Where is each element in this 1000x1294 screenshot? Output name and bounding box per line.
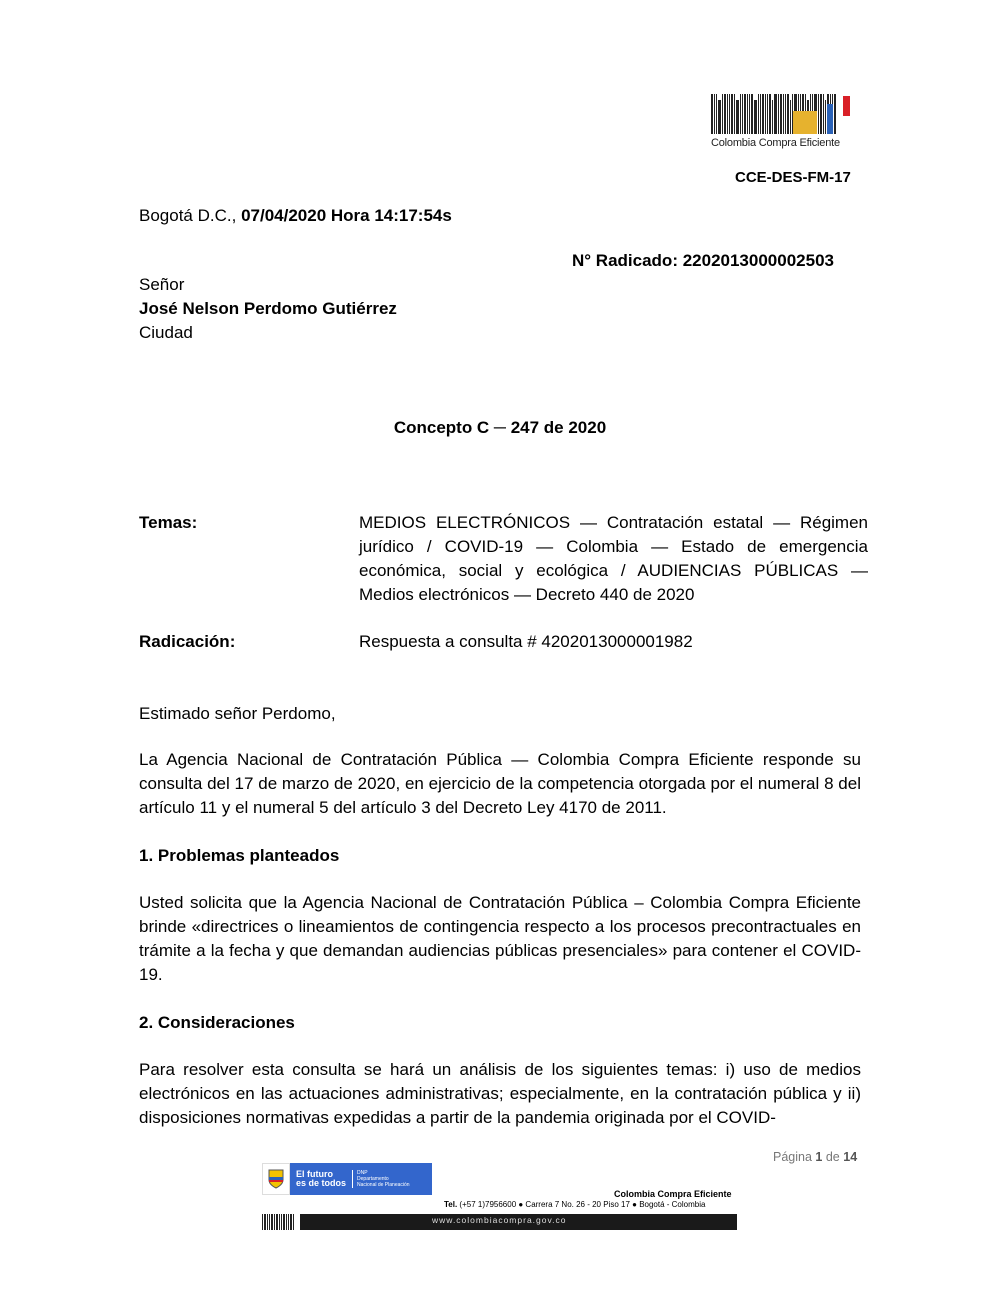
logo-bar [762,94,764,134]
greeting: Estimado señor Perdomo, [139,704,336,723]
radicado-number: N° Radicado: 2202013000002503 [572,251,834,270]
footer-bar [264,1214,266,1230]
footer-bar [288,1214,289,1230]
coat-of-arms-icon [262,1163,290,1195]
logo-bar [727,94,728,134]
footer-address [444,1200,705,1209]
logo-bar [787,94,789,134]
logo-bar [823,94,824,134]
footer-bar [267,1214,268,1230]
footer-url[interactable]: www.colombiacompra.gov.co [432,1215,567,1225]
page-of: de [825,1150,840,1164]
dnp-label [352,1170,410,1188]
section2-heading: 2. Consideraciones [139,1013,295,1032]
logo-bar [744,94,746,134]
recipient-city: Ciudad [139,323,193,342]
footer-bar [281,1214,282,1230]
logo-bar [825,100,826,134]
date-time: 07/04/2020 Hora 14:17:54s [241,206,452,225]
page-prefix: Página [773,1150,812,1164]
logo-bar [734,94,735,134]
logo-bar [820,94,822,134]
logo-bar [767,94,768,134]
page-current: 1 [815,1150,823,1164]
gov-slogan-panel [290,1163,432,1195]
logo-red-block [843,96,850,116]
logo-bar [747,94,748,134]
footer-bar [274,1214,275,1230]
section1-paragraph: Usted solicita que la Agencia Nacional de Contratación Pública – Colombia Compra Eficiente brinde «directrices o lineamientos de contingencia respecto a los procesos precontractuales en trámite a la fecha y que demandan audiencias públicas presenciales» para contener el COVID-19. [139,893,861,984]
logo-bar [742,94,743,134]
dnp-line2: Departamento [357,1176,389,1182]
concept-title: Concepto C ─ 247 de 2020 [393,418,607,437]
logo-bar [722,94,723,134]
logo-bar [718,100,721,134]
logo-blue-block [827,104,833,134]
logo-bar [760,94,761,134]
recipient-name: José Nelson Perdomo Gutiérrez [139,299,397,318]
logo-bar [778,94,779,134]
logo-bar [769,94,771,134]
gov-slogan-line2: es de todos [296,1178,347,1188]
logo-bar [751,94,753,134]
government-logo [262,1163,432,1195]
footer-bar [269,1214,270,1230]
page-total: 14 [843,1150,858,1164]
section2-paragraph: Para resolver esta consulta se hará un análisis de los siguientes temas: i) uso de medios electrónicos en las actuaciones administrativas; especialmente, en la contratación pública y ii) disposiciones normativas expedidas a partir de la pandemia originada por el COVID- [139,1060,861,1127]
logo-bar [716,94,717,134]
dnp-line3: Nacional de Planeación [357,1182,410,1188]
logo-yellow-block [793,111,817,134]
radicacion-value: Respuesta a consulta # 4202013000001982 [359,632,693,651]
footer-bar [283,1214,285,1230]
footer-address-text: (+57 1)7956600 ● Carrera 7 No. 26 - 20 Piso 17 ● Bogotá - Colombia [459,1200,706,1209]
temas-label: Temas: [139,513,198,532]
intro-paragraph: La Agencia Nacional de Contratación Pública — Colombia Compra Eficiente responde su consulta del 17 de marzo de 2020, en ejercicio de la competencia otorgada por el numeral 8 del artículo 11 y el numeral 5 del artículo 3 del Decreto Ley 4170 de 2011. [139,750,861,817]
salutation-title: Señor [139,275,185,294]
date-line [139,204,452,228]
logo-bar [780,94,782,134]
logo-bar [711,94,713,134]
footer-bar [271,1214,273,1230]
footer-bar [286,1214,287,1230]
footer-org-name: Colombia Compra Eficiente [614,1189,732,1199]
logo-bar [749,94,750,134]
date-place: Bogotá D.C., [139,206,237,225]
logo-bar [758,94,759,134]
page-number [773,1150,857,1164]
radicacion-label: Radicación: [139,632,236,651]
form-code: CCE-DES-FM-17 [735,169,851,186]
footer-bar [290,1214,292,1230]
logo-bar [731,94,733,134]
logo-bar [729,94,730,134]
logo-bar [772,100,773,134]
footer-bar [262,1214,263,1230]
logo-bar [774,94,777,134]
footer-bar [279,1214,280,1230]
colombia-compra-logo-barcode [711,94,857,134]
footer-barcode-icon [262,1214,298,1230]
footer-bar [293,1214,294,1230]
section1-heading: 1. Problemas planteados [139,846,340,865]
temas-value: MEDIOS ELECTRÓNICOS — Contratación estatal — Régimen jurídico / COVID-19 — Colombia — Estado de emergencia económica, social y ecológica / AUDIENCIAS PÚBLICAS — Medios electrónicos — Decreto 440 de 2020 [359,513,868,604]
gov-slogan-line1: El futuro [296,1169,333,1179]
dnp-acronym: DNP [357,1170,368,1176]
logo-text: Colombia Compra Eficiente [711,137,840,149]
logo-bar [790,100,791,134]
logo-bar [765,94,766,134]
logo-bar [834,94,836,134]
logo-bar [724,94,726,134]
logo-bar [754,100,757,134]
footer-bar [276,1214,278,1230]
logo-bar [736,100,739,134]
logo-bar [740,94,741,134]
logo-bar [783,94,784,134]
logo-bar [785,94,786,134]
logo-bar [818,94,819,134]
footer-tel-label: Tel. [444,1200,458,1209]
logo-bar [714,94,715,134]
